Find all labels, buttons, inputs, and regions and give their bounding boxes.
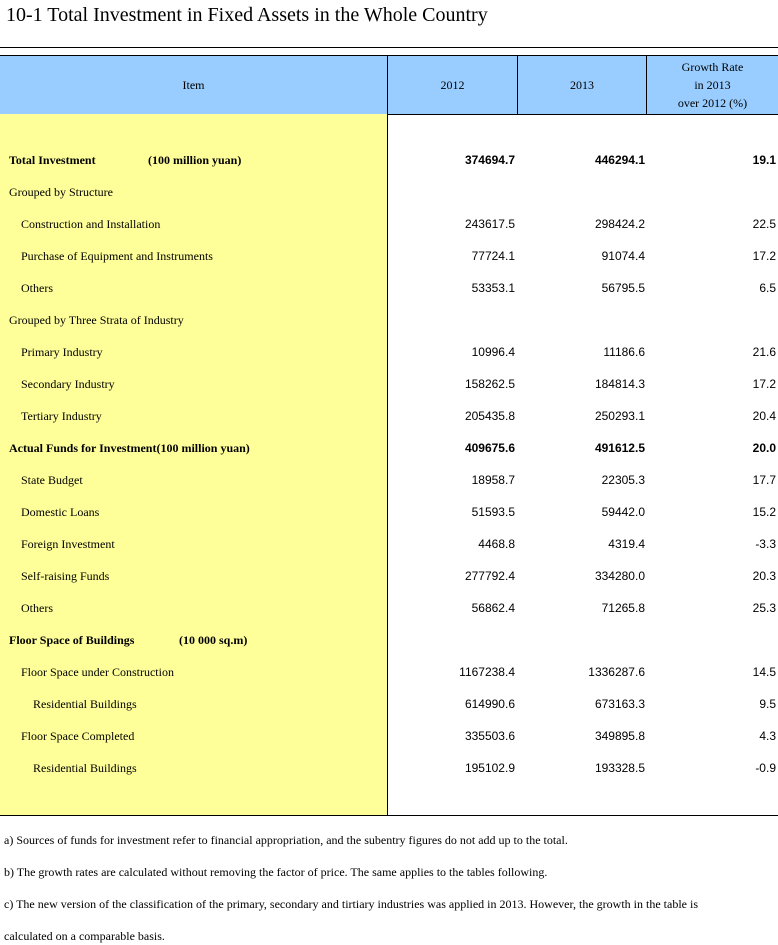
cell-v2012: 409675.6 <box>464 441 515 455</box>
row-label: Others <box>21 281 53 295</box>
table-row <box>0 305 778 337</box>
table-row <box>0 753 778 785</box>
table-row <box>0 721 778 753</box>
cell-v2013: 56795.5 <box>601 281 645 295</box>
table-row <box>0 369 778 401</box>
row-label: Domestic Loans <box>21 505 100 519</box>
cell-v2012: 10996.4 <box>471 345 515 359</box>
cell-v2013: 446294.1 <box>594 153 645 167</box>
row-label: Self-raising Funds <box>21 569 110 583</box>
cell-v2012: 158262.5 <box>464 377 515 391</box>
cell-v2013: 22305.3 <box>601 473 645 487</box>
cell-v2012: 77724.1 <box>471 249 515 263</box>
cell-growth: 17.2 <box>752 377 776 391</box>
header-divider <box>517 56 518 114</box>
row-unit: (10 000 sq.m) <box>179 633 248 647</box>
row-label: Primary Industry <box>21 345 103 359</box>
cell-v2013: 673163.3 <box>594 697 645 711</box>
table-row <box>0 657 778 689</box>
row-label: State Budget <box>21 473 83 487</box>
cell-growth: 20.3 <box>752 569 776 583</box>
row-label: Floor Space Completed <box>21 729 135 743</box>
cell-growth: 4.3 <box>759 729 776 743</box>
row-label: Others <box>21 601 53 615</box>
row-label: Grouped by Structure <box>9 185 113 199</box>
cell-growth: 22.5 <box>752 217 776 231</box>
table-row <box>0 593 778 625</box>
bottom-rule <box>0 815 778 816</box>
table-row <box>0 401 778 433</box>
row-label: Residential Buildings <box>33 761 137 775</box>
cell-v2013: 184814.3 <box>594 377 645 391</box>
cell-growth: 9.5 <box>759 697 776 711</box>
cell-growth: -0.9 <box>755 761 776 775</box>
table-row <box>0 241 778 273</box>
cell-v2013: 349895.8 <box>594 729 645 743</box>
cell-v2013: 91074.4 <box>601 249 645 263</box>
cell-growth: 17.2 <box>752 249 776 263</box>
row-label: Construction and Installation <box>21 217 161 231</box>
table-row <box>0 625 778 657</box>
table-row <box>0 273 778 305</box>
table-row <box>0 145 778 177</box>
table-row <box>0 497 778 529</box>
row-label: Total Investment <box>9 153 96 167</box>
cell-growth: -3.3 <box>755 537 776 551</box>
cell-v2012: 335503.6 <box>464 729 515 743</box>
row-label: Floor Space of Buildings <box>9 633 135 647</box>
row-label: Actual Funds for Investment(100 million yuan) <box>9 441 250 455</box>
row-label: Foreign Investment <box>21 537 115 551</box>
header-2013-label: 2013 <box>570 78 594 92</box>
table-header <box>0 55 778 115</box>
header-divider <box>646 56 647 114</box>
row-label: Secondary Industry <box>21 377 115 391</box>
cell-v2013: 59442.0 <box>601 505 645 519</box>
header-2012-label: 2012 <box>440 78 465 92</box>
page-title: 10-1 Total Investment in Fixed Assets in the Whole Country <box>6 4 488 26</box>
cell-growth: 20.0 <box>752 441 776 455</box>
row-unit: (100 million yuan) <box>148 153 242 167</box>
cell-v2012: 18958.7 <box>471 473 515 487</box>
cell-v2013: 11186.6 <box>603 345 645 359</box>
row-label: Tertiary Industry <box>21 409 102 423</box>
header-2012 <box>388 56 517 114</box>
header-item-label: Item <box>182 78 205 92</box>
header-growth-rate <box>647 56 778 114</box>
cell-v2012: 195102.9 <box>464 761 515 775</box>
cell-growth: 21.6 <box>752 345 776 359</box>
top-rule <box>0 47 778 48</box>
cell-growth: 20.4 <box>752 409 776 423</box>
cell-v2012: 374694.7 <box>464 153 515 167</box>
cell-v2013: 4319.4 <box>608 537 645 551</box>
cell-v2012: 4468.8 <box>478 537 515 551</box>
cell-growth: 17.7 <box>752 473 776 487</box>
header-growth-line2: in 2013 <box>694 78 731 92</box>
cell-v2013: 334280.0 <box>594 569 645 583</box>
footnote-c: c) The new version of the classification of the primary, secondary and tirtiary industries was applied in 2013. However, the growth in the table is <box>4 897 698 911</box>
cell-v2013: 250293.1 <box>594 409 645 423</box>
cell-v2012: 614990.6 <box>464 697 515 711</box>
header-item <box>0 56 387 114</box>
row-label: Floor Space under Construction <box>21 665 174 679</box>
cell-v2012: 1167238.4 <box>459 665 515 679</box>
table-row <box>0 689 778 721</box>
table-row <box>0 561 778 593</box>
cell-growth: 15.2 <box>752 505 776 519</box>
header-divider <box>387 56 388 114</box>
footnote-a: a) Sources of funds for investment refer to financial appropriation, and the subentry figures do not add up to the total. <box>4 833 568 847</box>
header-growth-line1: Growth Rate <box>681 60 744 74</box>
row-label: Purchase of Equipment and Instruments <box>21 249 213 263</box>
cell-v2012: 205435.8 <box>464 409 515 423</box>
header-2013 <box>518 56 646 114</box>
cell-growth: 25.3 <box>752 601 776 615</box>
table-row <box>0 465 778 497</box>
cell-v2013: 71265.8 <box>601 601 645 615</box>
cell-v2012: 243617.5 <box>464 217 515 231</box>
cell-v2012: 53353.1 <box>471 281 515 295</box>
table-row <box>0 433 778 465</box>
cell-v2012: 56862.4 <box>471 601 515 615</box>
cell-v2013: 298424.2 <box>594 217 645 231</box>
cell-v2013: 193328.5 <box>594 761 645 775</box>
cell-growth: 6.5 <box>759 281 776 295</box>
header-growth-line3: over 2012 (%) <box>677 96 748 110</box>
cell-v2013: 1336287.6 <box>588 665 645 679</box>
footnote-b: b) The growth rates are calculated without removing the factor of price. The same applies to the tables following. <box>4 865 548 879</box>
table-row <box>0 177 778 209</box>
footnote-c-continued: calculated on a comparable basis. <box>4 929 165 943</box>
cell-v2012: 51593.5 <box>471 505 515 519</box>
cell-v2013: 491612.5 <box>594 441 645 455</box>
table-row <box>0 337 778 369</box>
row-label: Residential Buildings <box>33 697 137 711</box>
cell-growth: 14.5 <box>752 665 776 679</box>
table-row <box>0 209 778 241</box>
cell-v2012: 277792.4 <box>464 569 515 583</box>
cell-growth: 19.1 <box>752 153 776 167</box>
table-row <box>0 529 778 561</box>
row-label: Grouped by Three Strata of Industry <box>9 313 184 327</box>
